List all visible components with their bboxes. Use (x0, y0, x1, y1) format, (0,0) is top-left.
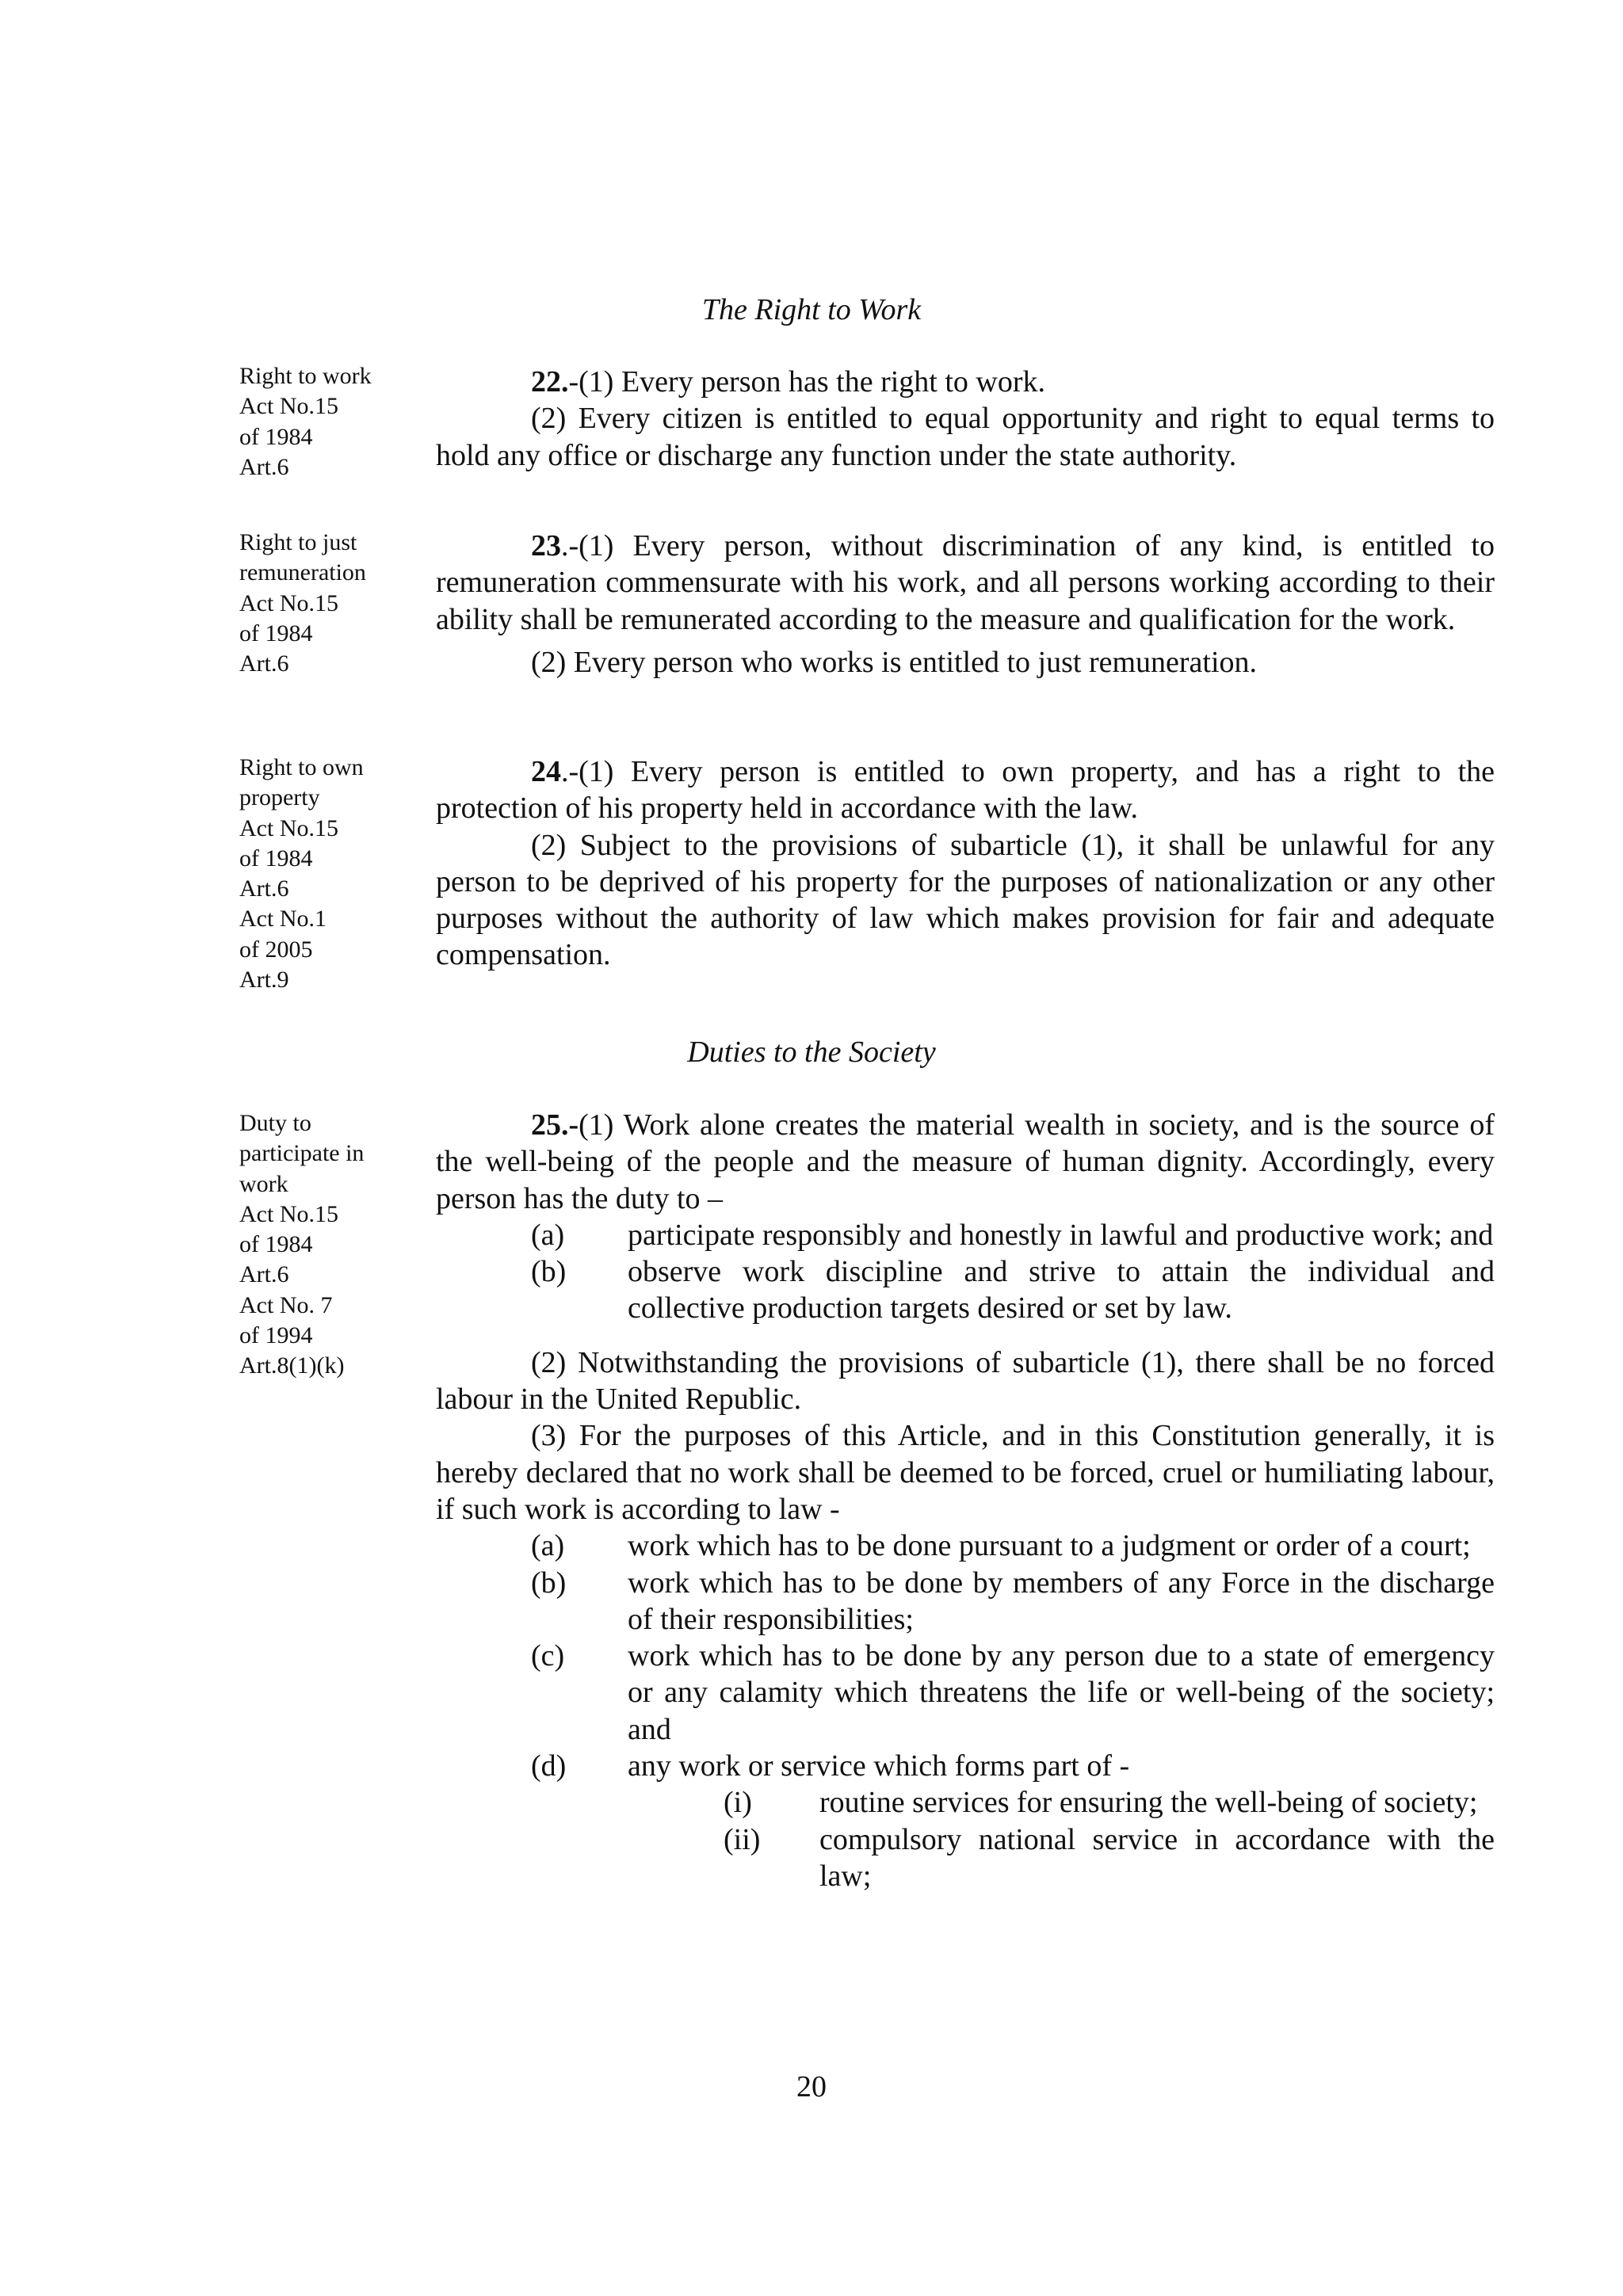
section-heading-duties-to-society: Duties to the Society (687, 1035, 936, 1069)
sub-list-item (436, 1821, 1495, 1895)
sub-list-item-label: (ii) (724, 1822, 761, 1856)
margin-note-line: Art.6 (239, 875, 289, 902)
article-23-para-2: (2) Every person who works is entitled to just remuneration. (531, 645, 1258, 679)
list-item-label: (a) (531, 1529, 565, 1563)
margin-note-line: participate in (239, 1140, 365, 1167)
article-22 (436, 364, 1495, 474)
list-item-label: (a) (531, 1218, 565, 1252)
article-24 (436, 753, 1495, 974)
margin-note-line: property (239, 784, 320, 811)
margin-note-line: of 1984 (239, 620, 313, 646)
list-item-text: any work or service which forms part of - (628, 1749, 1130, 1783)
article-25 (436, 1107, 1495, 1894)
article-number: 22. (531, 365, 569, 399)
margin-note-line: Act No.15 (239, 1200, 338, 1227)
margin-note-article-24 (239, 753, 398, 995)
list-item-text: work which has to be done by any person due to a state of emergency or any calamity which threatens the life or well-being of the society; and (628, 1639, 1495, 1746)
margin-note-line: Act No.15 (239, 814, 338, 841)
list-item-label: (b) (531, 1255, 567, 1289)
margin-note-line: Act No.15 (239, 589, 338, 616)
margin-note-line: Right to just (239, 529, 357, 555)
sub-list-item-label: (i) (724, 1786, 752, 1820)
page-number: 20 (796, 2070, 827, 2103)
margin-note-line: Art.6 (239, 453, 289, 480)
margin-note-line: Act No. 7 (239, 1291, 333, 1318)
list-item-text: observe work discipline and strive to attain the individual and collective production targets desired or set by law. (628, 1255, 1495, 1325)
margin-note-line: of 1984 (239, 423, 313, 450)
article-24-para-2: (2) Subject to the provisions of subarticle (1), it shall be unlawful for any person to be deprived of his property for the purposes of nationalization or any other purposes without the authority of law which makes provision for fair and adequate compensation. (436, 828, 1495, 972)
margin-note-line: remuneration (239, 559, 366, 586)
list-item-label: (c) (531, 1639, 565, 1673)
margin-note-article-23 (239, 528, 398, 679)
list-item (436, 1565, 1495, 1638)
margin-note-line: Act No.1 (239, 906, 327, 933)
margin-note-line: Duty to (239, 1110, 311, 1136)
margin-note-line: Art.8(1)(k) (239, 1352, 345, 1379)
margin-note-line: Art.6 (239, 1261, 289, 1288)
list-item (436, 1217, 1495, 1253)
article-22-para-2: (2) Every citizen is entitled to equal opportunity and right to equal terms to hold any office or discharge any function under the state authority. (436, 402, 1495, 472)
list-item-text: participate responsibly and honestly in lawful and productive work; and (628, 1218, 1494, 1252)
margin-note-line: of 2005 (239, 936, 313, 963)
margin-note-line: of 1994 (239, 1322, 313, 1349)
section-heading-right-to-work: The Right to Work (701, 293, 922, 326)
sub-list-item-text: compulsory national service in accordance with the law; (819, 1822, 1495, 1893)
list-item (436, 1253, 1495, 1327)
article-number: 25.- (531, 1108, 579, 1142)
article-25-para-2: (2) Notwithstanding the provisions of subarticle (1), there shall be no forced labour in the United Republic. (436, 1345, 1495, 1417)
margin-note-article-22 (239, 361, 398, 482)
sub-list-item (436, 1784, 1495, 1821)
margin-note-line: Art.6 (239, 650, 289, 677)
sub-list-item-text: routine services for ensuring the well-being of society; (819, 1786, 1478, 1820)
article-number: 24 (531, 755, 561, 788)
list-item (436, 1527, 1495, 1564)
article-25-para-3: (3) For the purposes of this Article, and in this Constitution generally, it is hereby declared that no work shall be deemed to be forced, cruel or humiliating labour, if such work is according to law - (436, 1419, 1495, 1526)
article-25-para-1: 25.-(1) Work alone creates the material wealth in society, and is the source of the well-being of the people and the measure of human dignity. Accordingly, every person has the duty to – (436, 1108, 1495, 1215)
article-23-para-1: 23.-(1) Every person, without discrimination of any kind, is entitled to remuneration commensurate with his work, and all persons working according to their ability shall be remunerated according to the measure and qualification for the work. (436, 529, 1495, 636)
list-item-text: work which has to be done pursuant to a judgment or order of a court; (628, 1529, 1471, 1563)
margin-note-line: of 1984 (239, 845, 313, 871)
list-item-label: (d) (531, 1749, 567, 1783)
article-22-para-1: 22.-(1) Every person has the right to work. (531, 365, 1046, 399)
article-23 (436, 528, 1495, 681)
margin-note-line: Act No.15 (239, 393, 338, 420)
list-item-label: (b) (531, 1566, 567, 1600)
margin-note-line: Art.9 (239, 967, 289, 994)
list-item-text: work which has to be done by members of any Force in the discharge of their responsibilities; (628, 1566, 1495, 1636)
list-item (436, 1748, 1495, 1784)
margin-note-line: of 1984 (239, 1231, 313, 1258)
list-item (436, 1638, 1495, 1748)
margin-note-line: work (239, 1170, 288, 1197)
margin-note-article-25 (239, 1108, 398, 1382)
margin-note-line: Right to work (239, 363, 372, 389)
margin-note-line: Right to own (239, 754, 364, 780)
article-number: 23 (531, 529, 561, 563)
article-24-para-1: 24.-(1) Every person is entitled to own property, and has a right to the protection of his property held in accordance with the law. (436, 755, 1495, 826)
